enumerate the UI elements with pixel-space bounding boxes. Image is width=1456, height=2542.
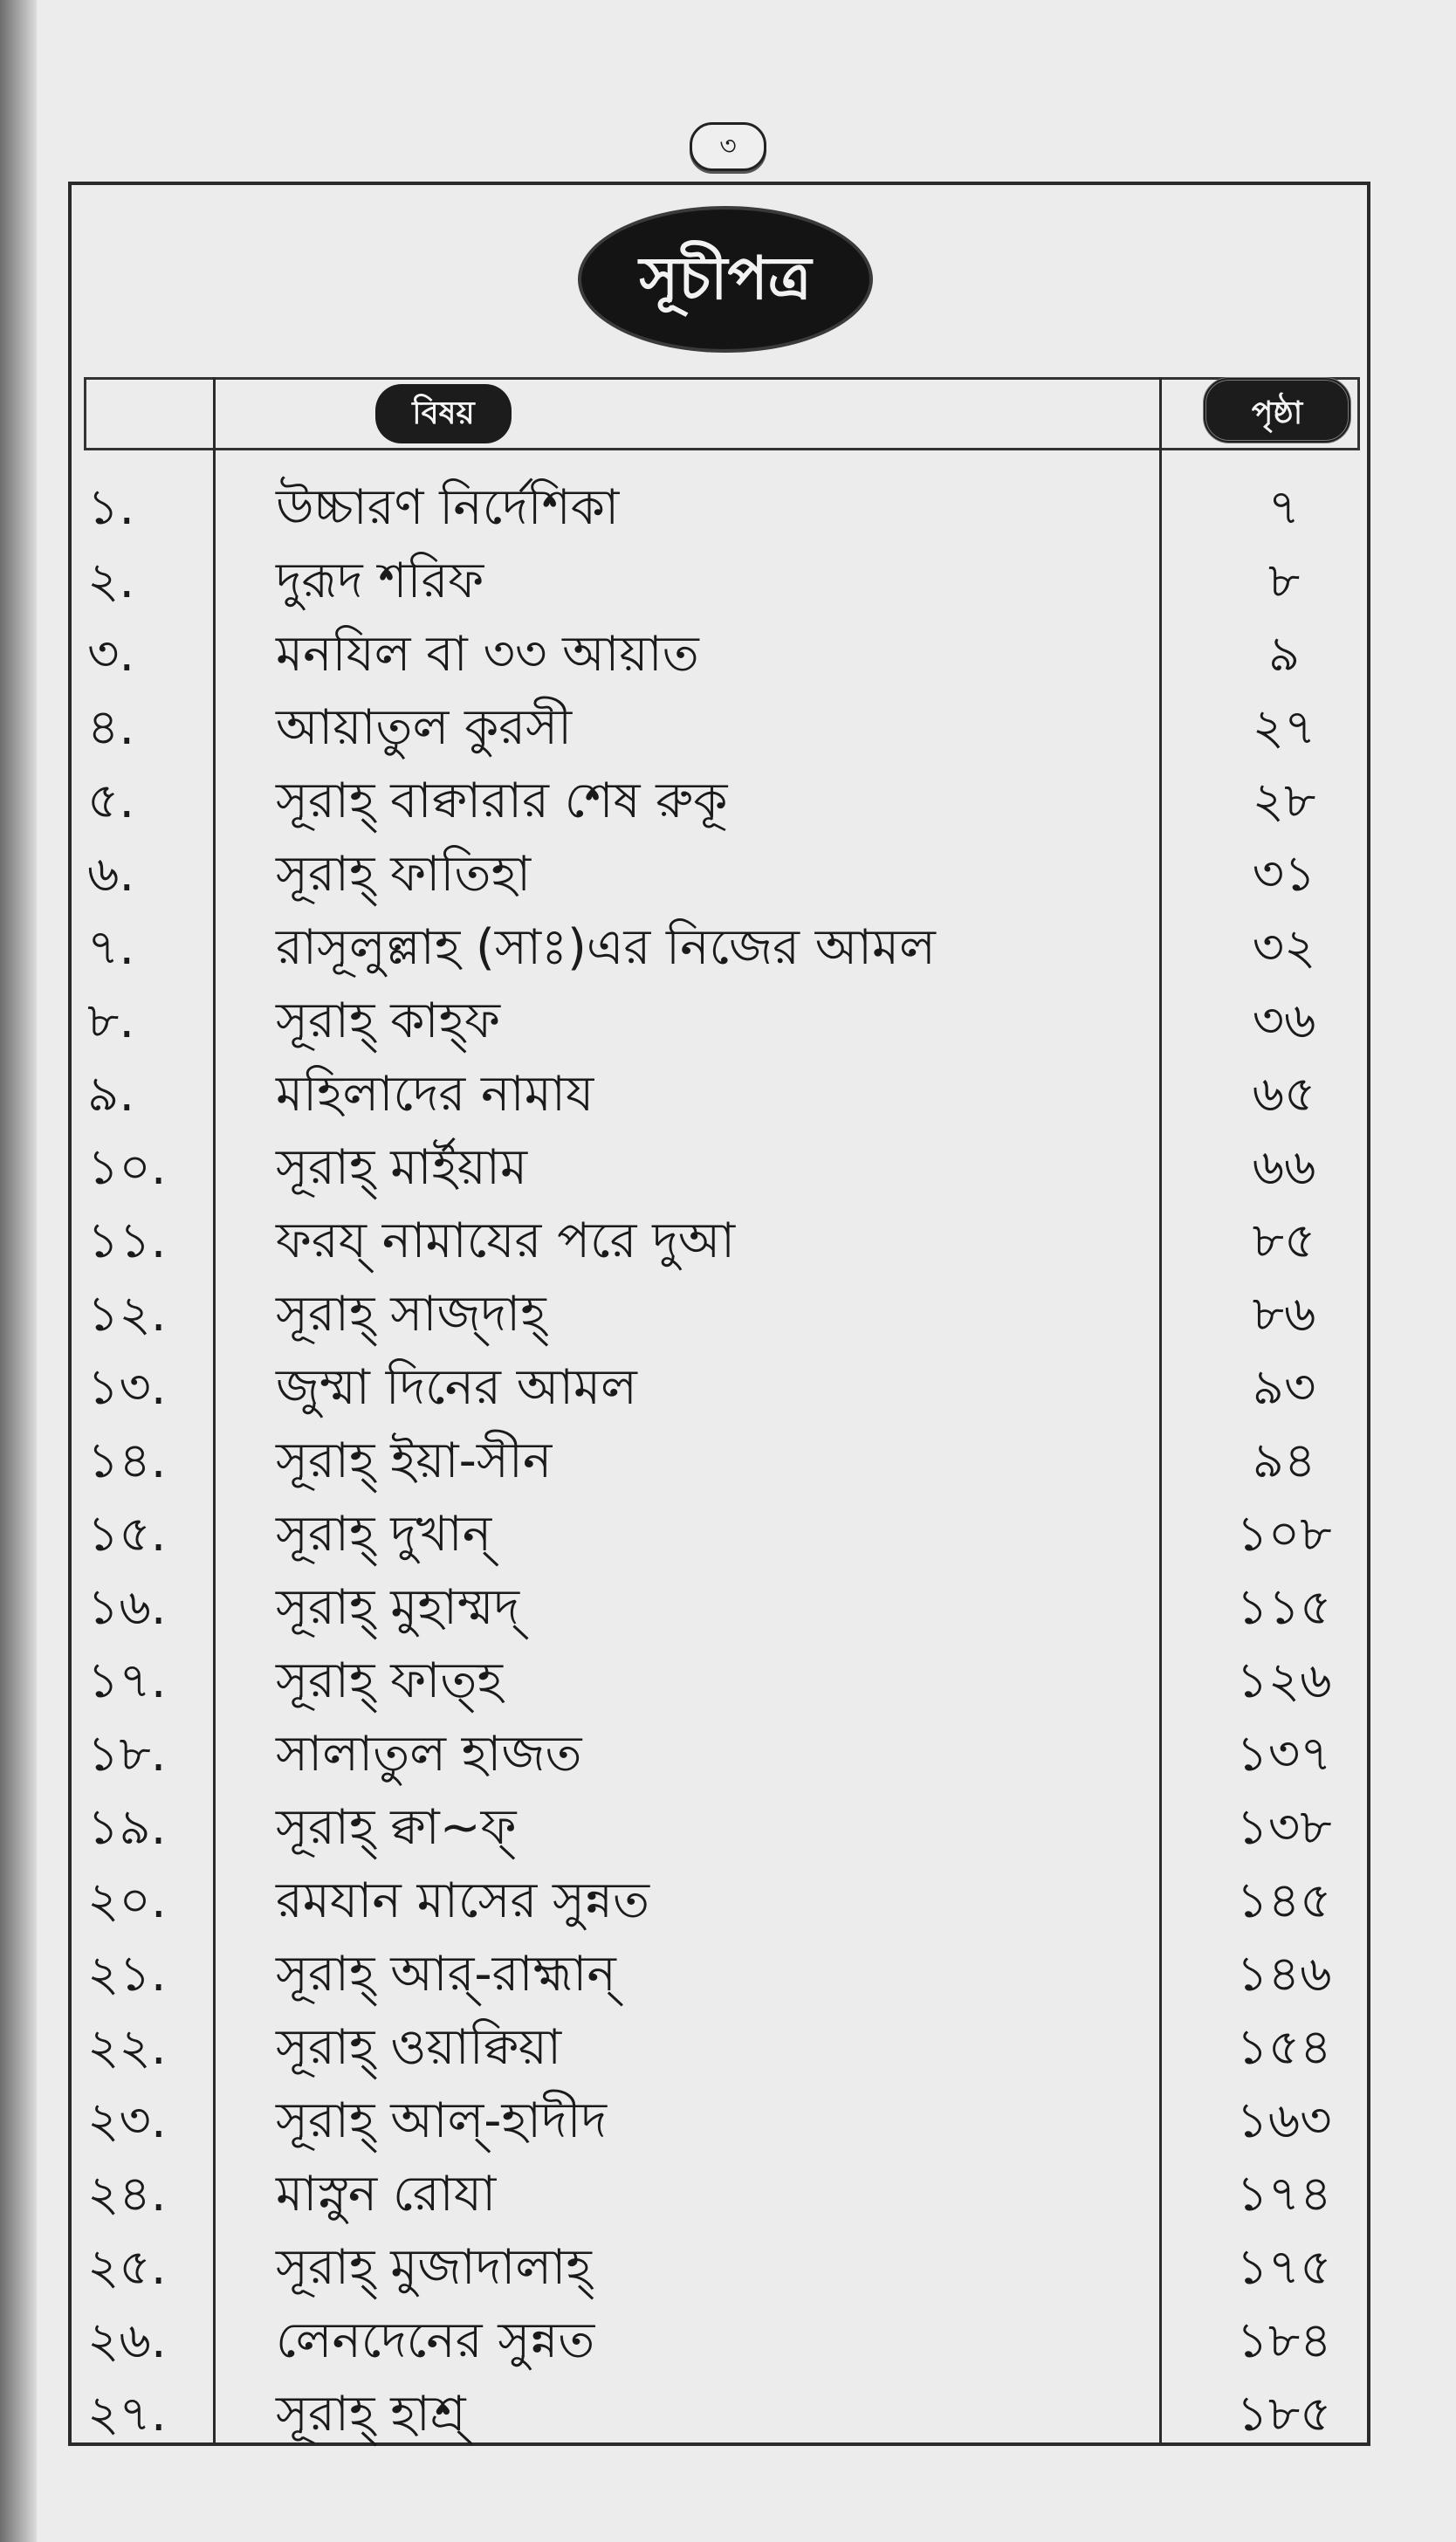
entry-number: ১৭. bbox=[87, 1652, 167, 1709]
entry-topic: সূরাহ্ ইয়া-সীন bbox=[276, 1432, 553, 1489]
entry-number: ২৭. bbox=[87, 2386, 167, 2442]
table-row bbox=[84, 1645, 1360, 1718]
table-header bbox=[84, 377, 1360, 450]
table-row bbox=[84, 1131, 1360, 1205]
entry-page: ৯৪ bbox=[1252, 1432, 1316, 1489]
entry-topic: সূরাহ্ আল্-হাদীদ bbox=[276, 2092, 608, 2149]
entry-page: ১৮৪ bbox=[1236, 2312, 1332, 2369]
entry-number: ১৪. bbox=[87, 1432, 167, 1489]
entry-number: ২১. bbox=[87, 1946, 167, 2003]
entry-topic: সূরাহ্ দুখান্ bbox=[276, 1506, 492, 1563]
entry-number: ২৬. bbox=[87, 2312, 167, 2369]
page-title: সূচীপত্র bbox=[581, 210, 869, 349]
subject-column-header: বিষয় bbox=[375, 384, 512, 443]
table-row bbox=[84, 1571, 1360, 1645]
entry-page: ৭ bbox=[1267, 479, 1301, 536]
table-row bbox=[84, 1425, 1360, 1498]
entry-topic: আয়াতুল কুরসী bbox=[276, 699, 573, 756]
table-row bbox=[84, 2085, 1360, 2158]
entry-number: ২৫. bbox=[87, 2239, 167, 2296]
entry-page: ২৭ bbox=[1252, 699, 1316, 756]
entry-number: ২. bbox=[87, 553, 135, 609]
entry-topic: জুম্মা দিনের আমল bbox=[276, 1359, 637, 1416]
entry-topic: সূরাহ্ ফাতিহা bbox=[276, 846, 532, 903]
entry-topic: সূরাহ্ হাশ্র্ bbox=[276, 2386, 466, 2442]
table-row bbox=[84, 2158, 1360, 2231]
entry-topic: সূরাহ্ মুজাদালাহ্ bbox=[276, 2239, 592, 2296]
entry-page: ৮ bbox=[1267, 553, 1301, 609]
table-row bbox=[84, 985, 1360, 1058]
entry-page: ৯ bbox=[1267, 626, 1301, 683]
table-row bbox=[84, 838, 1360, 911]
entry-topic: সূরাহ্ আর্-রাহ্মান্ bbox=[276, 1946, 616, 2003]
entry-page: ১০৮ bbox=[1236, 1506, 1332, 1563]
entry-page: ১১৫ bbox=[1236, 1579, 1332, 1636]
entry-number: ২০. bbox=[87, 1872, 167, 1929]
entry-number: ৩. bbox=[87, 626, 135, 683]
entry-number: ৭. bbox=[87, 919, 135, 976]
entry-number: ১২. bbox=[87, 1286, 167, 1343]
table-row bbox=[84, 691, 1360, 765]
entry-number: ১৩. bbox=[87, 1359, 167, 1416]
entry-number: ২২. bbox=[87, 2019, 167, 2076]
table-row bbox=[84, 1718, 1360, 1791]
entry-number: ১৫. bbox=[87, 1506, 167, 1563]
table-row bbox=[84, 2305, 1360, 2378]
entry-number: ৫. bbox=[87, 773, 135, 829]
entry-topic: সূরাহ্ ফাত্হ bbox=[276, 1652, 503, 1709]
entry-topic: সূরাহ্ সাজ্দাহ্ bbox=[276, 1286, 546, 1343]
table-row bbox=[84, 2231, 1360, 2305]
page-column-header: পৃষ্ঠা bbox=[1203, 377, 1351, 443]
entry-page: ৩১ bbox=[1252, 846, 1316, 903]
book-spine-shadow bbox=[0, 0, 37, 2542]
entry-page: ১৬৩ bbox=[1236, 2092, 1332, 2149]
page-number: ৩ bbox=[690, 122, 766, 171]
entry-number: ২৪. bbox=[87, 2166, 167, 2223]
table-row bbox=[84, 1278, 1360, 1351]
entry-number: ১০. bbox=[87, 1139, 167, 1196]
entry-topic: উচ্চারণ নির্দেশিকা bbox=[276, 479, 620, 536]
entry-page: ৯৩ bbox=[1252, 1359, 1316, 1416]
entry-page: ৩২ bbox=[1252, 919, 1316, 976]
entry-page: ৮৬ bbox=[1252, 1286, 1316, 1343]
entry-topic: সূরাহ্ বাক্বারার শেষ রুকূ bbox=[276, 773, 728, 829]
table-row bbox=[84, 1205, 1360, 1278]
entry-number: ১৮. bbox=[87, 1726, 167, 1783]
entry-page: ১৩৮ bbox=[1236, 1799, 1332, 1856]
entry-page: ১৩৭ bbox=[1236, 1726, 1332, 1783]
table-row bbox=[84, 1791, 1360, 1865]
entry-page: ১৭৪ bbox=[1236, 2166, 1332, 2223]
entry-number: ৯. bbox=[87, 1066, 135, 1123]
table-row bbox=[84, 765, 1360, 838]
entry-page: ১৪৫ bbox=[1236, 1872, 1332, 1929]
entry-page: ১৭৫ bbox=[1236, 2239, 1332, 2296]
entry-page: ২৮ bbox=[1252, 773, 1316, 829]
entry-topic: দুরূদ শরিফ bbox=[276, 553, 484, 609]
table-row bbox=[84, 1058, 1360, 1131]
entry-number: ২৩. bbox=[87, 2092, 167, 2149]
entry-page: ৬৫ bbox=[1252, 1066, 1316, 1123]
entry-number: ১১. bbox=[87, 1213, 167, 1269]
table-row bbox=[84, 2378, 1360, 2451]
entry-number: ৪. bbox=[87, 699, 135, 756]
entry-topic: সূরাহ্ মুহাম্মদ্ bbox=[276, 1579, 520, 1636]
entry-number: ১৬. bbox=[87, 1579, 167, 1636]
table-row bbox=[84, 911, 1360, 985]
entry-page: ১৮৫ bbox=[1236, 2386, 1332, 2442]
entry-topic: মহিলাদের নামায bbox=[276, 1066, 594, 1123]
entry-number: ৬. bbox=[87, 846, 135, 903]
entry-topic: রমযান মাসের সুন্নত bbox=[276, 1872, 650, 1929]
entry-topic: সূরাহ্ মার্ইয়াম bbox=[276, 1139, 528, 1196]
table-row bbox=[84, 471, 1360, 545]
entry-topic: সালাতুল হাজত bbox=[276, 1726, 582, 1783]
entry-topic: লেনদেনের সুন্নত bbox=[276, 2312, 595, 2369]
entry-topic: সূরাহ্ ক্বা~ফ্ bbox=[276, 1799, 517, 1856]
entry-topic: রাসূলুল্লাহ (সাঃ)এর নিজের আমল bbox=[276, 919, 936, 976]
entry-page: ৩৬ bbox=[1252, 993, 1316, 1049]
entry-topic: ফরয্ নামাযের পরে দুআ bbox=[276, 1213, 736, 1269]
entry-number: ১. bbox=[87, 479, 135, 536]
entry-topic: মাস্নুন রোযা bbox=[276, 2166, 497, 2223]
entry-page: ৮৫ bbox=[1252, 1213, 1316, 1269]
table-row bbox=[84, 1498, 1360, 1571]
entry-topic: সূরাহ্ ওয়াক্বিয়া bbox=[276, 2019, 562, 2076]
table-row bbox=[84, 2011, 1360, 2085]
entry-page: ৬৬ bbox=[1252, 1139, 1316, 1196]
entry-number: ৮. bbox=[87, 993, 135, 1049]
table-row bbox=[84, 545, 1360, 618]
table-row bbox=[84, 1351, 1360, 1425]
entry-topic: সূরাহ্ কাহ্ফ bbox=[276, 993, 501, 1049]
entry-number: ১৯. bbox=[87, 1799, 167, 1856]
entry-page: ১৪৬ bbox=[1236, 1946, 1332, 2003]
table-row bbox=[84, 1865, 1360, 1938]
entry-topic: মনযিল বা ৩৩ আয়াত bbox=[276, 626, 699, 683]
table-row bbox=[84, 1938, 1360, 2011]
entry-page: ১২৬ bbox=[1236, 1652, 1332, 1709]
entry-page: ১৫৪ bbox=[1236, 2019, 1332, 2076]
table-row bbox=[84, 618, 1360, 691]
